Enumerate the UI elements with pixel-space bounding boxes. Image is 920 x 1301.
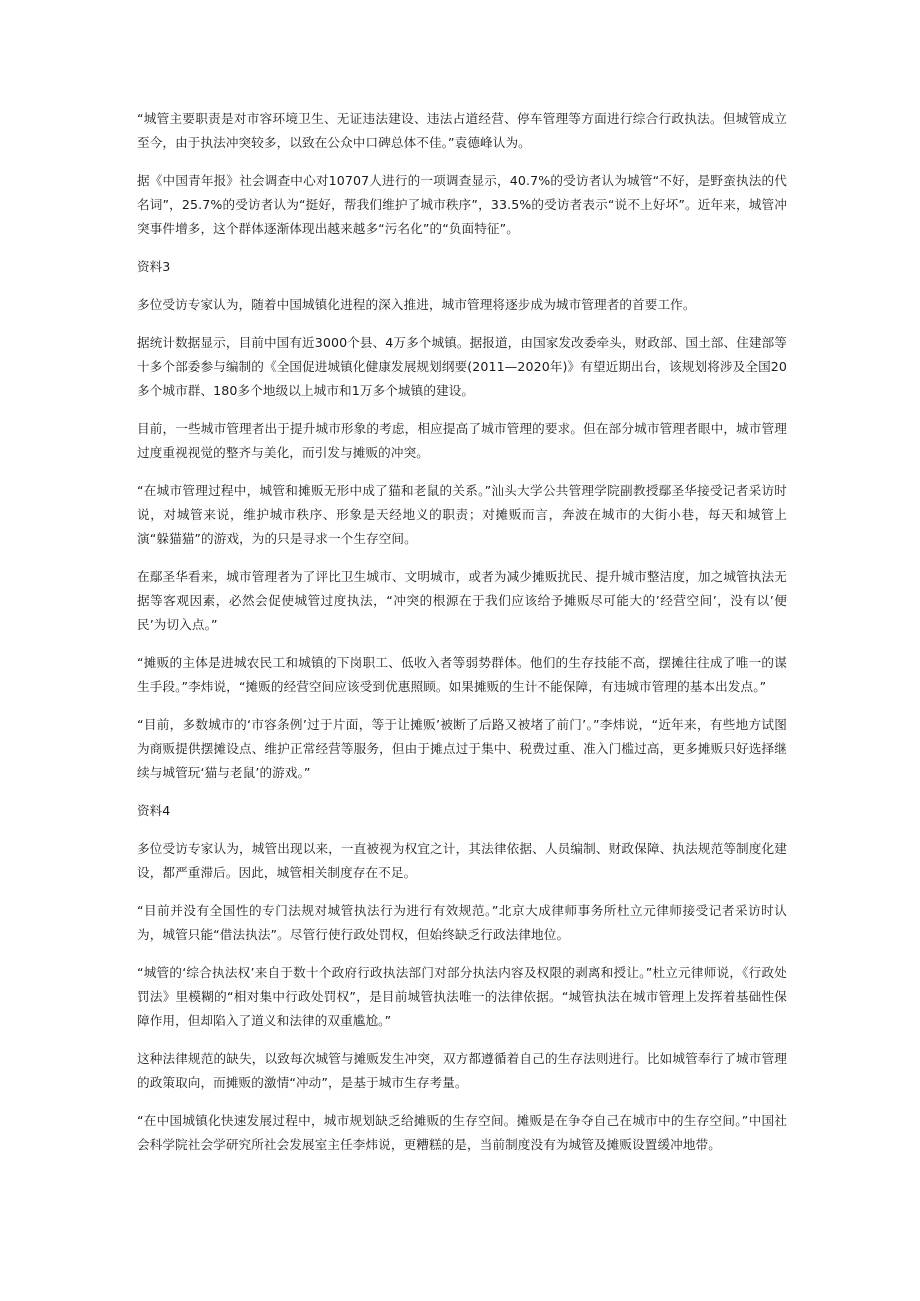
paragraph: “城管主要职责是对市容环境卫生、无证违法建设、违法占道经营、停车管理等方面进行综合行政执法。但城管成立至今，由于执法冲突较多，以致在公众中口碑总体不佳。”袁德峰认为。 <box>137 111 787 150</box>
paragraph: “在中国城镇化快速发展过程中，城市规划缺乏给摊贩的生存空间。摊贩是在争夺自己在城市中的生存空间。”中国社会科学院社会学研究所社会发展室主任李炜说，更糟糕的是，当前制度没有为城管及摊贩设置缓冲地带。 <box>137 1113 787 1152</box>
section-heading: 资料4 <box>137 803 171 818</box>
paragraph: “摊贩的主体是进城农民工和城镇的下岗职工、低收入者等弱势群体。他们的生存技能不高，摆摊往往成了唯一的谋生手段。”李炜说，“摊贩的经营空间应该受到优惠照顾。如果摊贩的生计不能保障，有违城市管理的基本出发点。” <box>137 655 787 694</box>
paragraph: “目前并没有全国性的专门法规对城管执法行为进行有效规范。”北京大成律师事务所杜立元律师接受记者采访时认为，城管只能“借法执法”。尽管行使行政处罚权，但始终缺乏行政法律地位。 <box>137 903 787 942</box>
paragraph: 目前，一些城市管理者出于提升城市形象的考虑，相应提高了城市管理的要求。但在部分城市管理者眼中，城市管理过度重视视觉的整齐与美化，而引发与摊贩的冲突。 <box>137 421 787 460</box>
paragraph: 据统计数据显示，目前中国有近3000个县、4万多个城镇。据报道，由国家发改委牵头，财政部、国土部、住建部等十多个部委参与编制的《全国促进城镇化健康发展规划纲要(2011—2020年)》有望近期出台，该规划将涉及全国20多个城市群、180多个地级以上城市和1万多个城镇的建设。 <box>137 335 787 398</box>
paragraph: “城管的‘综合执法权’来自于数十个政府行政执法部门对部分执法内容及权限的剥离和授让。”杜立元律师说，《行政处罚法》里模糊的“相对集中行政处罚权”，是目前城管执法唯一的法律依据。“城管执法在城市管理上发挥着基础性保障作用，但却陷入了道义和法律的双重尴尬。” <box>137 965 787 1028</box>
paragraph: 在鄢圣华看来，城市管理者为了评比卫生城市、文明城市，或者为减少摊贩扰民、提升城市整洁度，加之城管执法无据等客观因素，必然会促使城管过度执法，“冲突的根源在于我们应该给予摊贩尽可能大的’经营空间’，没有以’便民’为切入点。” <box>137 569 787 632</box>
paragraph: 多位受访专家认为，随着中国城镇化进程的深入推进，城市管理将逐步成为城市管理者的首要工作。 <box>137 297 696 312</box>
paragraph: “在城市管理过程中，城管和摊贩无形中成了猫和老鼠的关系。”汕头大学公共管理学院副教授鄢圣华接受记者采访时说，对城管来说，维护城市秩序、形象是天经地义的职责；对摊贩而言，奔波在城市的大街小巷，每天和城管上演“躲猫猫”的游戏，为的只是寻求一个生存空间。 <box>137 483 787 546</box>
document-body <box>137 107 787 1157</box>
section-heading: 资料3 <box>137 259 171 274</box>
paragraph: 据《中国青年报》社会调查中心对10707人进行的一项调查显示，40.7%的受访者认为城管“不好，是野蛮执法的代名词”，25.7%的受访者认为“挺好，帮我们维护了城市秩序”，33.5%的受访者表示“说不上好坏”。近年来，城管冲突事件增多，这个群体逐渐体现出越来越多“污名化”的“负面特征”。 <box>137 173 787 236</box>
paragraph: 这种法律规范的缺失，以致每次城管与摊贩发生冲突，双方都遵循着自己的生存法则进行。比如城管奉行了城市管理的政策取向，而摊贩的激情“冲动”，是基于城市生存考量。 <box>137 1051 787 1090</box>
paragraph: “目前，多数城市的‘市容条例’过于片面，等于让摊贩’被断了后路又被堵了前门’。”李炜说，“近年来，有些地方试图为商贩提供摆摊设点、维护正常经营等服务，但由于摊点过于集中、税费过重、准入门槛过高，更多摊贩只好选择继续与城管玩‘猫与老鼠’的游戏。” <box>137 717 787 780</box>
paragraph: 多位受访专家认为，城管出现以来，一直被视为权宜之计，其法律依据、人员编制、财政保障、执法规范等制度化建设，都严重滞后。因此，城管相关制度存在不足。 <box>137 841 787 880</box>
